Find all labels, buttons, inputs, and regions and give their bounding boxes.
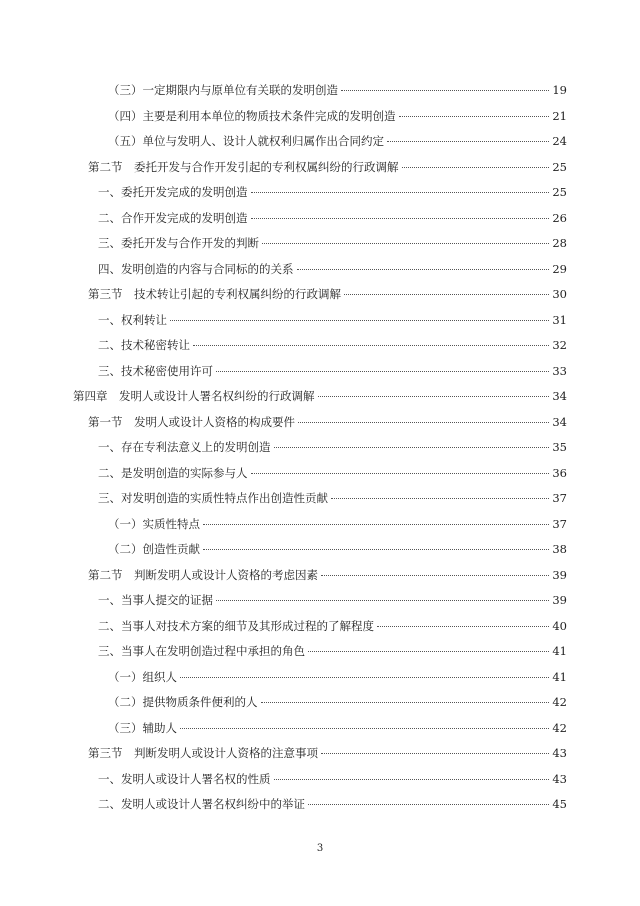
toc-entry-page: 39 [552, 567, 567, 582]
toc-entry-page: 33 [552, 363, 567, 378]
toc-entry[interactable] [98, 590, 567, 610]
toc-entry-page: 41 [552, 644, 567, 658]
toc-leader-dots [341, 90, 549, 91]
toc-entry[interactable] [108, 692, 567, 712]
toc-entry-page: 42 [552, 720, 567, 735]
toc-entry[interactable] [98, 259, 567, 279]
toc-entry-page: 34 [552, 389, 567, 403]
toc-entry[interactable] [98, 463, 567, 483]
toc-entry-page: 24 [552, 134, 567, 148]
toc-leader-dots [261, 702, 550, 703]
toc-entry-page: 35 [552, 440, 567, 454]
toc-entry[interactable] [108, 80, 567, 100]
toc-leader-dots [308, 651, 549, 652]
toc-entry[interactable] [73, 386, 567, 406]
toc-leader-dots [170, 320, 549, 321]
toc-entry[interactable] [108, 718, 567, 738]
toc-entry[interactable] [98, 335, 567, 355]
toc-entry-title: 三、对发明创造的实质性特点作出创造性贡献 [98, 491, 328, 505]
toc-leader-dots [297, 269, 550, 270]
toc-entry[interactable] [98, 794, 567, 814]
toc-entry-page: 36 [552, 465, 567, 480]
toc-entry-title: 二、当事人对技术方案的细节及其形成过程的了解程度 [98, 618, 374, 633]
toc-entry-page: 37 [552, 516, 567, 531]
toc-leader-dots [262, 243, 549, 244]
toc-entry[interactable] [98, 310, 567, 330]
toc-entry-page: 29 [552, 261, 567, 276]
toc-entry-title: 一、发明人或设计人署名权的性质 [98, 771, 271, 786]
toc-entry-page: 38 [552, 542, 567, 556]
toc-entry-page: 39 [552, 593, 567, 607]
toc-entry-title: （二）提供物质条件便利的人 [108, 695, 258, 709]
toc-entry[interactable] [98, 233, 567, 253]
toc-entry-title: 第二节 委托开发与合作开发引起的专利权属纠纷的行政调解 [88, 159, 399, 174]
toc-entry[interactable] [108, 106, 567, 126]
toc-entry-page: 42 [552, 695, 567, 709]
toc-entry-page: 19 [552, 83, 567, 97]
toc-leader-dots [399, 116, 550, 117]
toc-entry[interactable] [98, 182, 567, 202]
toc-entry-page: 31 [552, 312, 567, 327]
toc-entry-page: 32 [552, 338, 567, 352]
toc-entry-page: 40 [552, 618, 567, 633]
toc-entry-page: 43 [552, 746, 567, 760]
toc-entry[interactable] [98, 616, 567, 636]
toc-leader-dots [377, 626, 549, 627]
toc-entry[interactable] [108, 539, 567, 559]
toc-leader-dots [203, 549, 549, 550]
toc-leader-dots [321, 575, 549, 576]
toc-entry[interactable] [88, 565, 567, 585]
toc-entry[interactable] [108, 667, 567, 687]
toc-entry-page: 30 [552, 287, 567, 301]
toc-entry-page: 26 [552, 210, 567, 225]
toc-entry-title: 第二节 判断发明人或设计人资格的考虑因素 [88, 567, 318, 582]
toc-leader-dots [298, 422, 549, 423]
toc-entry-page: 41 [552, 669, 567, 684]
toc-leader-dots [251, 218, 550, 219]
toc-entry-title: 二、是发明创造的实际参与人 [98, 465, 248, 480]
toc-entry[interactable] [88, 412, 567, 432]
toc-entry-title: （二）创造性贡献 [108, 542, 200, 556]
toc-entry[interactable] [98, 208, 567, 228]
toc-leader-dots [216, 600, 549, 601]
toc-entry-title: 一、委托开发完成的发明创造 [98, 185, 248, 199]
toc-leader-dots [274, 779, 550, 780]
toc-entry[interactable] [98, 361, 567, 381]
toc-entry-title: 第一节 发明人或设计人资格的构成要件 [88, 414, 295, 429]
toc-entry[interactable] [88, 284, 567, 304]
toc-leader-dots [180, 677, 549, 678]
toc-entry[interactable] [98, 769, 567, 789]
toc-entry-title: （一）组织人 [108, 669, 177, 684]
toc-leader-dots [318, 396, 550, 397]
toc-entry-title: 第四章 发明人或设计人署名权纠纷的行政调解 [73, 389, 315, 403]
toc-entry-page: 43 [552, 771, 567, 786]
toc-entry-title: 第三节 技术转让引起的专利权属纠纷的行政调解 [88, 287, 341, 301]
toc-leader-dots [387, 141, 549, 142]
toc-entry[interactable] [88, 743, 567, 763]
toc-entry[interactable] [98, 488, 567, 508]
toc-entry-page: 34 [552, 414, 567, 429]
toc-entry[interactable] [108, 131, 567, 151]
toc-entry-title: 二、技术秘密转让 [98, 338, 190, 352]
toc-entry-page: 37 [552, 491, 567, 505]
toc-entry-title: 第三节 判断发明人或设计人资格的注意事项 [88, 746, 318, 760]
toc-entry[interactable] [108, 514, 567, 534]
toc-entry-page: 28 [552, 236, 567, 250]
toc-entry-title: 三、技术秘密使用许可 [98, 363, 213, 378]
toc-entry[interactable] [88, 157, 567, 177]
toc-entry-title: 一、权利转让 [98, 312, 167, 327]
toc-entry-title: 三、委托开发与合作开发的判断 [98, 236, 259, 250]
toc-entry-page: 25 [552, 159, 567, 174]
toc-leader-dots [402, 167, 550, 168]
toc-entry-page: 21 [552, 108, 567, 123]
toc-entry-title: （五）单位与发明人、设计人就权利归属作出合同约定 [108, 134, 384, 148]
toc-entry-page: 45 [552, 797, 567, 811]
toc-entry[interactable] [98, 641, 567, 661]
toc-leader-dots [203, 524, 549, 525]
toc-entry-title: （一）实质性特点 [108, 516, 200, 531]
toc-entry-title: 三、当事人在发明创造过程中承担的角色 [98, 644, 305, 658]
toc-entry-title: 二、发明人或设计人署名权纠纷中的举证 [98, 797, 305, 811]
toc-entry-page: 25 [552, 185, 567, 199]
toc-leader-dots [344, 294, 549, 295]
toc-leader-dots [274, 447, 550, 448]
toc-leader-dots [193, 345, 549, 346]
toc-leader-dots [321, 753, 549, 754]
toc-leader-dots [216, 371, 549, 372]
toc-entry-title: 一、当事人提交的证据 [98, 593, 213, 607]
toc-entry-title: （三）一定期限内与原单位有关联的发明创造 [108, 83, 338, 97]
toc-leader-dots [180, 728, 549, 729]
toc-leader-dots [251, 192, 550, 193]
toc-entry-title: （三）辅助人 [108, 720, 177, 735]
toc-entry-title: （四）主要是利用本单位的物质技术条件完成的发明创造 [108, 108, 396, 123]
toc-leader-dots [251, 473, 550, 474]
toc-leader-dots [331, 498, 549, 499]
toc-entry-title: 四、发明创造的内容与合同标的的关系 [98, 261, 294, 276]
page-number: 3 [316, 843, 324, 854]
toc-entry-title: 一、存在专利法意义上的发明创造 [98, 440, 271, 454]
toc-entry[interactable] [98, 437, 567, 457]
toc-leader-dots [308, 804, 549, 805]
toc-entry-title: 二、合作开发完成的发明创造 [98, 210, 248, 225]
